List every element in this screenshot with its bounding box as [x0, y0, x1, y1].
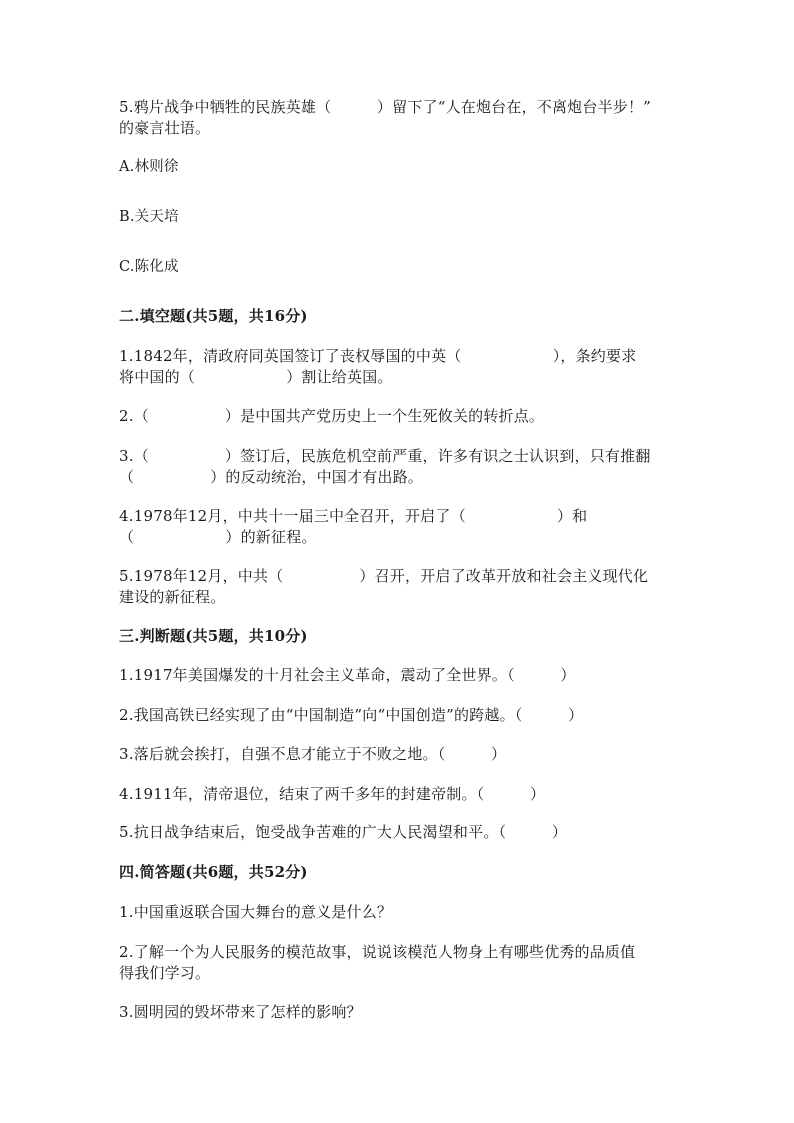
section-short-answer-heading: 四.简答题(共6题，共52分) [119, 863, 308, 881]
short-q3: 3.圆明园的毁坏带来了怎样的影响？ [119, 1003, 362, 1021]
fill-q5-line1: 5.1978年12月，中共（ ）召开，开启了改革开放和社会主义现代化 [119, 567, 649, 585]
mc-q5-line2: 的豪言壮语。 [119, 119, 211, 137]
short-q1: 1.中国重返联合国大舞台的意义是什么？ [119, 903, 393, 921]
mc-q5-option-a: A.林则徐 [119, 159, 179, 175]
judge-q2: 2.我国高铁已经实现了由“中国制造”向“中国创造”的跨越。（ ） [119, 706, 584, 724]
mc-q5-option-b: B.关天培 [119, 209, 179, 225]
judge-q3: 3.落后就会挨打，自强不息才能立于不败之地。（ ） [119, 745, 507, 763]
fill-q3-line1: 3.（ ）签订后，民族危机空前严重，许多有识之士认识到，只有推翻 [119, 447, 651, 465]
fill-q4-line2: （ ）的新征程。 [119, 528, 317, 546]
fill-q3-line2: （ ）的反动统治，中国才有出路。 [119, 468, 424, 486]
mc-q5-line1: 5.鸦片战争中牺牲的民族英雄（ ）留下了“人在炮台在，不离炮台半步！” [119, 98, 652, 116]
fill-q1-line1: 1.1842年，清政府同英国签订了丧权辱国的中英（ ），条约要求 [119, 347, 637, 365]
short-q2-line1: 2.了解一个为人民服务的模范故事，说说该模范人物身上有哪些优秀的品质值 [119, 943, 636, 961]
section-judgement-heading: 三.判断题(共5题，共10分) [119, 627, 308, 645]
fill-q5-line2: 建设的新征程。 [119, 588, 226, 606]
judge-q5: 5.抗日战争结束后，饱受战争苦难的广大人民渴望和平。（ ） [119, 823, 568, 841]
judge-q1: 1.1917年美国爆发的十月社会主义革命，震动了全世界。（ ） [119, 666, 576, 684]
fill-q4-line1: 4.1978年12月，中共十一届三中全召开，开启了（ ）和 [119, 507, 588, 525]
section-fill-blank-heading: 二.填空题(共5题，共16分) [119, 307, 308, 325]
fill-q2-line1: 2.（ ）是中国共产党历史上一个生死攸关的转折点。 [119, 407, 545, 425]
mc-q5-option-c: C.陈化成 [119, 259, 179, 275]
short-q2-line2: 得我们学习。 [119, 964, 211, 982]
judge-q4: 4.1911年，清帝退位，结束了两千多年的封建帝制。（ ） [119, 785, 546, 803]
fill-q1-line2: 将中国的（ ）割让给英国。 [119, 368, 393, 386]
